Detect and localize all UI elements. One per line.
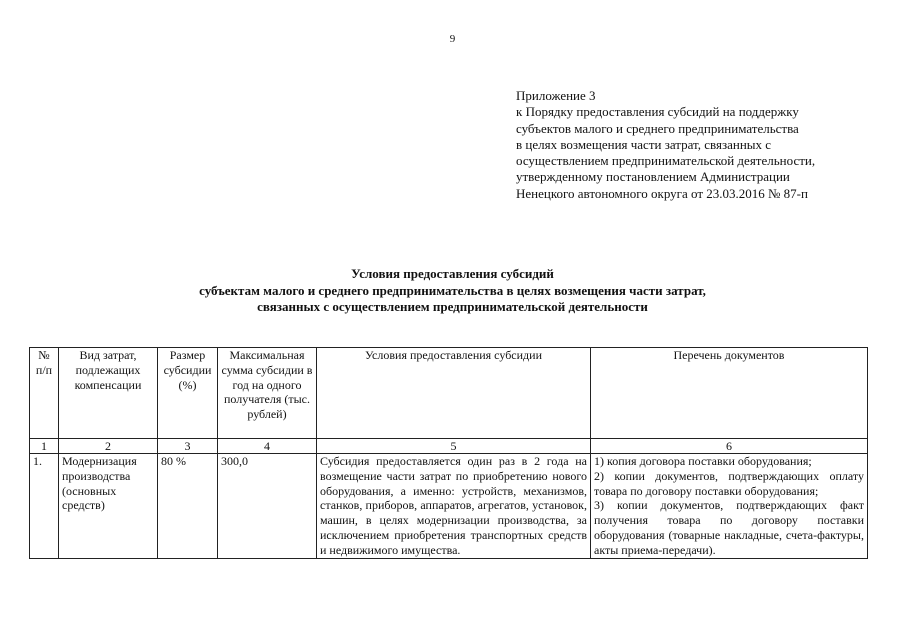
cost-type-cell: Модернизация производства (основных средств) [59, 454, 158, 559]
page-number: 9 [449, 33, 456, 45]
column-number: 4 [218, 439, 317, 454]
document-item: 2) копии документов, подтверждающих оплату товара по договору поставки оборудования; [594, 468, 864, 498]
column-number: 2 [59, 439, 158, 454]
appendix-line: утвержденному постановлением Администрации [516, 169, 790, 185]
appendix-line: осуществлением предпринимательской деятельности, [516, 153, 816, 169]
document-item: 1) копия договора поставки оборудования; [594, 454, 812, 468]
row-number: 1. [30, 454, 59, 559]
table-header-row [30, 348, 868, 439]
column-header-number: № п/п [30, 348, 59, 439]
percent-cell: 80 % [158, 454, 218, 559]
appendix-note [516, 88, 896, 202]
appendix-line: Приложение 3 [516, 88, 596, 103]
column-header-max-sum: Максимальная сумма субсидии в год на одного получателя (тыс. рублей) [218, 348, 317, 439]
column-header-cost-type: Вид затрат, подлежащих компенсации [59, 348, 158, 439]
documents-cell [591, 454, 868, 559]
column-number: 1 [30, 439, 59, 454]
column-number: 3 [158, 439, 218, 454]
document-title [0, 266, 905, 316]
column-header-percent: Размер субсидии (%) [158, 348, 218, 439]
column-number: 6 [591, 439, 868, 454]
column-number: 5 [317, 439, 591, 454]
title-line: субъектам малого и среднего предпринимательства в целях возмещения части затрат, [199, 282, 706, 298]
subsidy-conditions-table [29, 347, 868, 559]
column-header-conditions: Условия предоставления субсидии [317, 348, 591, 439]
appendix-line: к Порядку предоставления субсидий на поддержку [516, 104, 799, 120]
title-line: связанных с осуществлением предпринимательской деятельности [257, 299, 648, 314]
table-row [30, 454, 868, 559]
column-header-documents: Перечень документов [591, 348, 868, 439]
title-line: Условия предоставления субсидий [351, 266, 554, 281]
appendix-line: в целях возмещения части затрат, связанных с [516, 136, 772, 152]
appendix-line: Ненецкого автономного округа от 23.03.2016 № 87-п [516, 185, 808, 201]
column-number-row [30, 439, 868, 454]
appendix-line: субъектов малого и среднего предпринимательства [516, 120, 799, 136]
max-sum-cell: 300,0 [218, 454, 317, 559]
document-item: 3) копии документов, подтверждающих факт получения товара по договору поставки оборудования (товарные накладные, счета-фактуры, акты приема-передачи). [594, 498, 864, 557]
conditions-cell: Субсидия предоставляется один раз в 2 года на возмещение части затрат по приобретению нового оборудования, а именно: устройств, механизмов, станков, приборов, аппаратов, агрегатов, установок, машин, в целях модернизации производства, за исключением приобретения транспортных средств и недвижимого имущества. [317, 454, 591, 559]
